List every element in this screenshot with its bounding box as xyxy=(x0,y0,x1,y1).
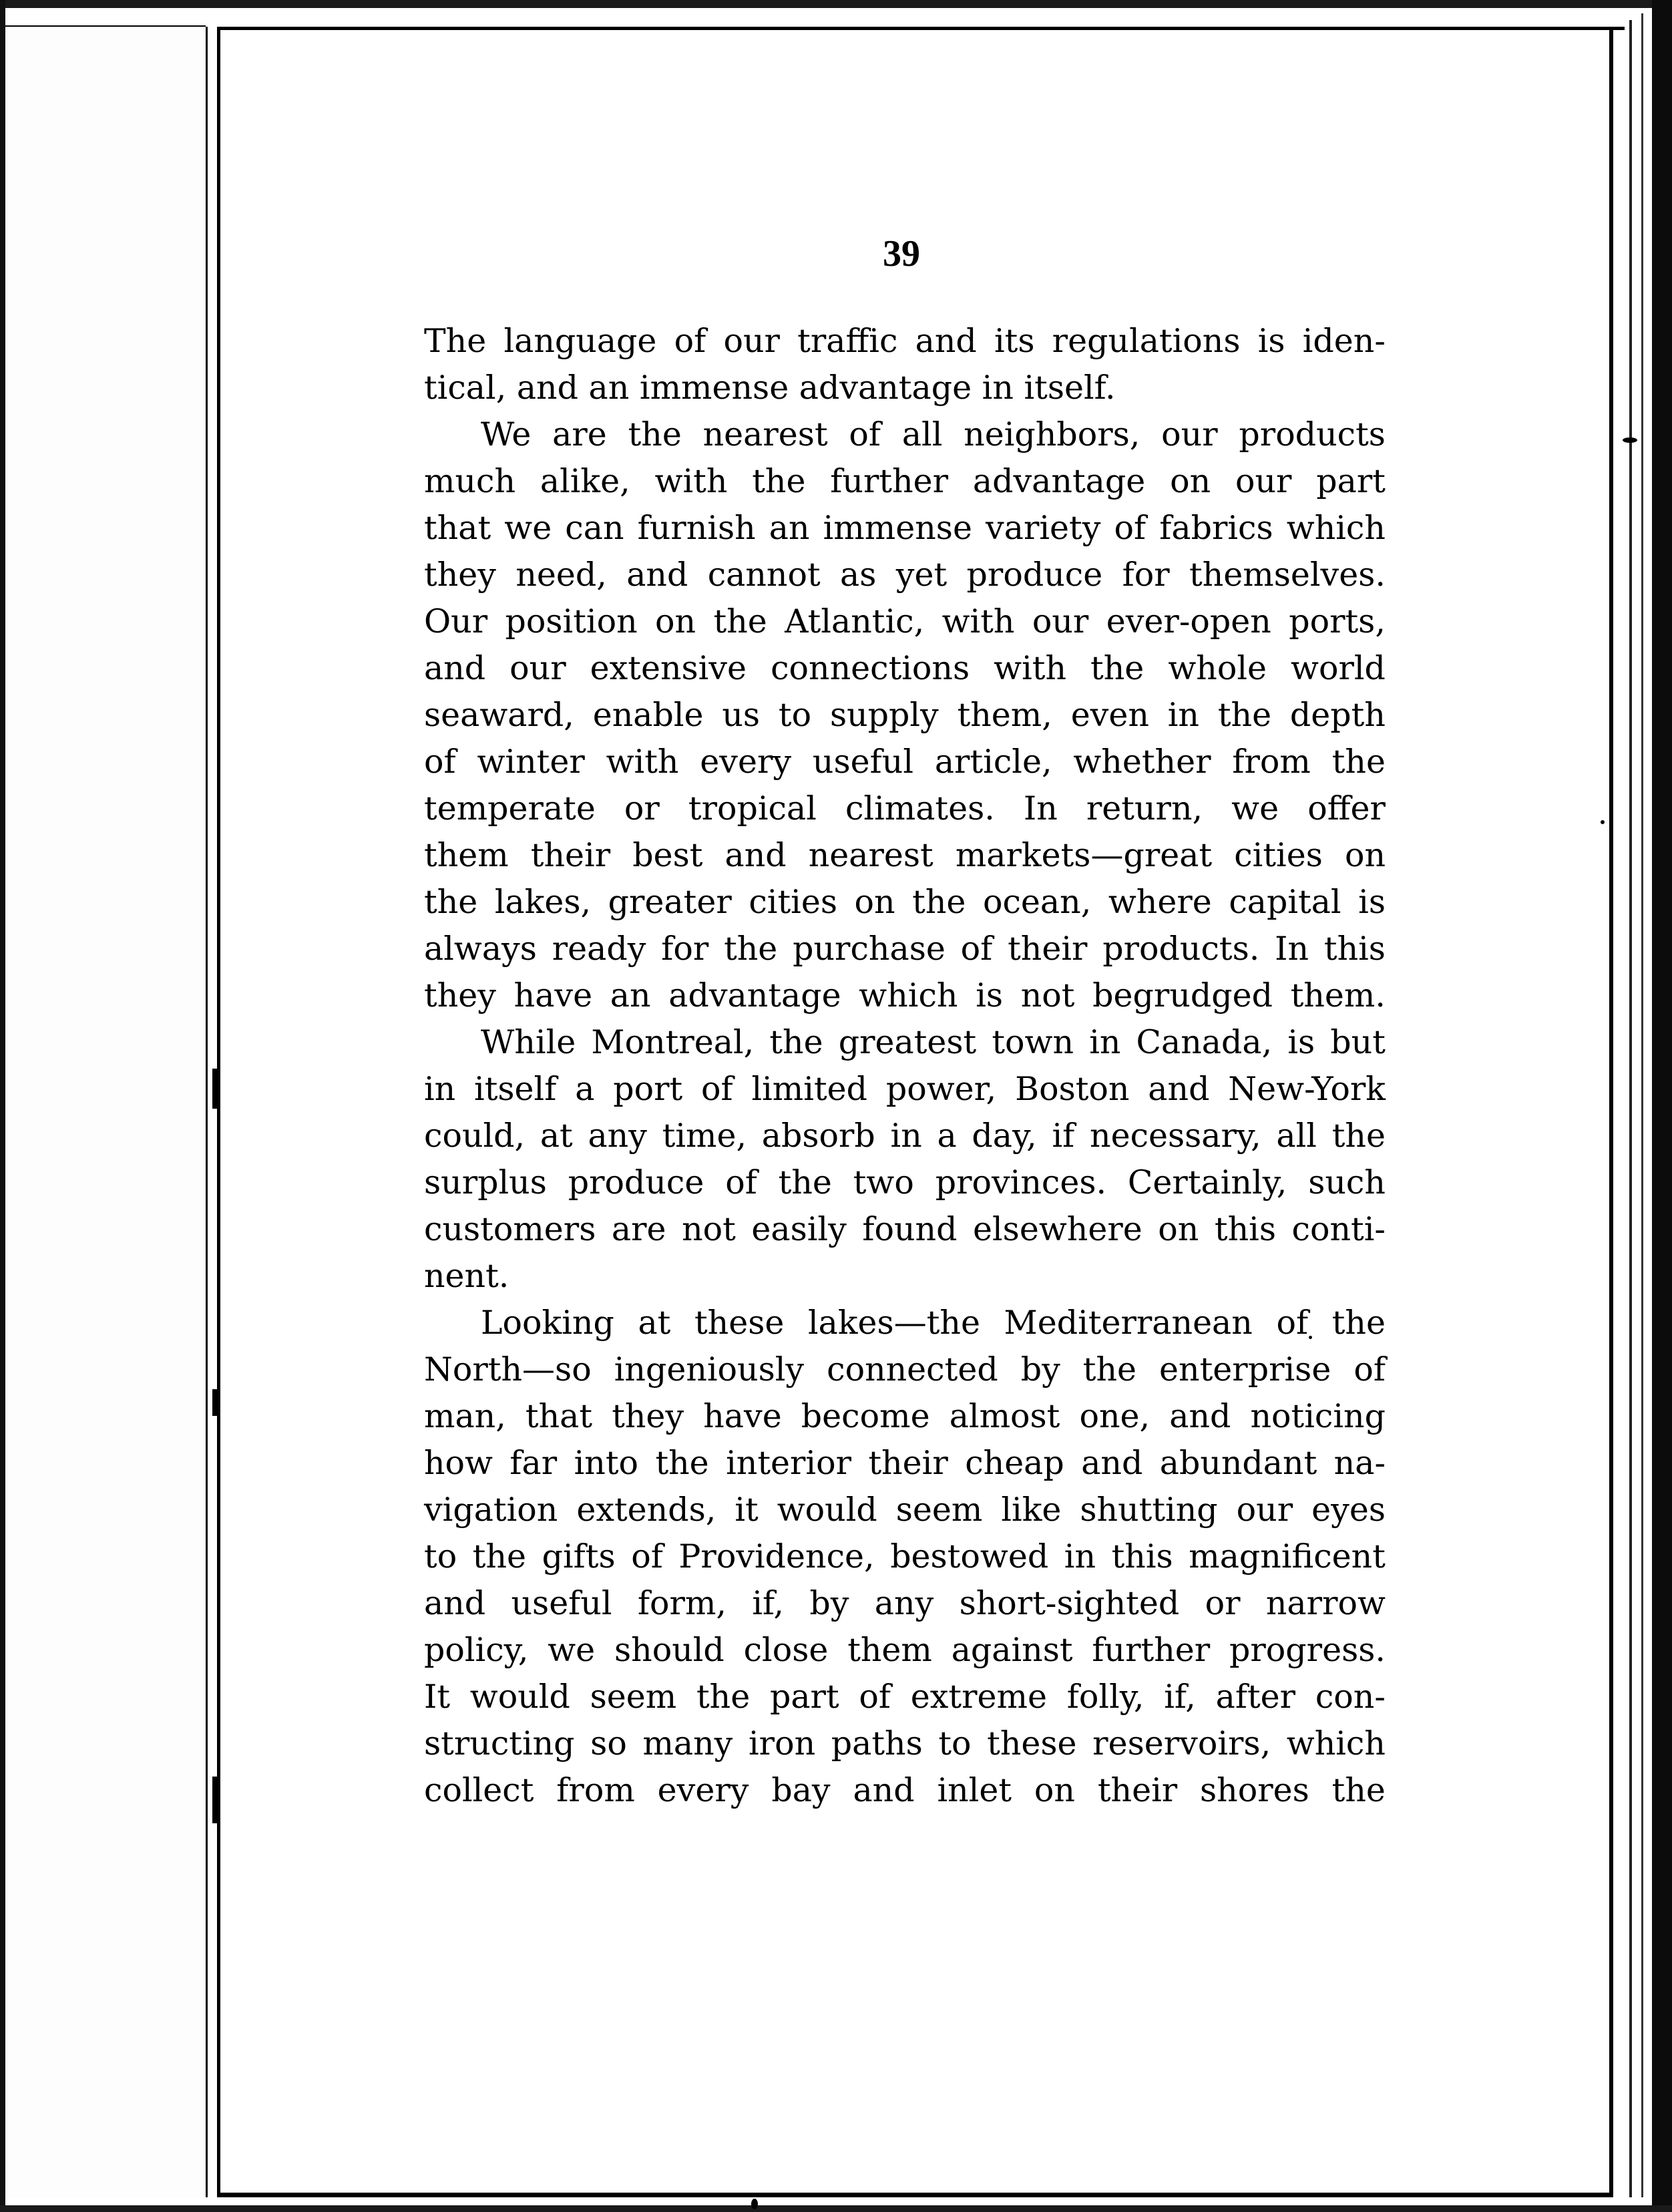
scanner-top-edge xyxy=(0,0,1672,8)
text-line: It would seem the part of extreme folly, if, after con- xyxy=(424,1678,1386,1716)
text-line: tical, and an immense advantage in itself. xyxy=(424,369,1116,407)
text-line: they have an advantage which is not begrudged them. xyxy=(424,976,1386,1015)
previous-page-sliver xyxy=(5,27,208,2197)
text-line: how far into the interior their cheap and abundant na- xyxy=(424,1444,1386,1482)
text-line: North—so ingeniously connected by the enterprise of xyxy=(424,1350,1386,1389)
text-line: they need, and cannot as yet produce for themselves. xyxy=(424,556,1386,594)
text-line: temperate or tropical climates. In return, we offer xyxy=(424,789,1386,827)
text-line: of winter with every useful article, whether from the xyxy=(424,743,1386,781)
text-line: to the gifts of Providence, bestowed in this magnificent xyxy=(424,1537,1386,1576)
text-line: We are the nearest of all neighbors, our products xyxy=(481,415,1386,453)
page-bottom-edge xyxy=(217,2193,1613,2197)
text-line: and useful form, if, by any short-sighted or narrow xyxy=(424,1584,1386,1622)
text-line: in itself a port of limited power, Boston and New-York xyxy=(424,1070,1386,1108)
text-line: surplus produce of the two provinces. Certainly, such xyxy=(424,1163,1386,1202)
scanner-left-edge xyxy=(0,0,5,2212)
scanner-bottom-edge xyxy=(0,2205,1672,2212)
text-line: always ready for the purchase of their products. In this xyxy=(424,930,1386,968)
text-line: Our position on the Atlantic, with our ever-open ports, xyxy=(424,602,1386,640)
text-line: policy, we should close them against further progress. xyxy=(424,1631,1386,1669)
text-line: vigation extends, it would seem like shutting our eyes xyxy=(424,1491,1386,1529)
page-stack-edge xyxy=(1629,20,1632,2197)
text-line: that we can furnish an immense variety of fabrics which xyxy=(424,509,1386,547)
text-line: Looking at these lakes—the Mediterranean of the xyxy=(481,1304,1386,1342)
text-line: structing so many iron paths to these reservoirs, which xyxy=(424,1724,1386,1763)
text-line: seaward, enable us to supply them, even in the depth xyxy=(424,696,1386,734)
text-line: collect from every bay and inlet on their shores the xyxy=(424,1771,1386,1809)
page-right-edge xyxy=(1609,27,1613,2197)
scanner-right-edge xyxy=(1652,0,1672,2212)
text-line: them their best and nearest markets—great cities on xyxy=(424,836,1386,874)
text-line: man, that they have become almost one, and noticing xyxy=(424,1397,1386,1435)
text-line: While Montreal, the greatest town in Canada, is but xyxy=(481,1023,1386,1061)
text-line: the lakes, greater cities on the ocean, where capital is xyxy=(424,883,1386,921)
scan-speck xyxy=(751,2199,758,2209)
text-line: The language of our traffic and its regulations is iden- xyxy=(424,322,1386,360)
text-line: nent. xyxy=(424,1257,509,1295)
page-stack-edge xyxy=(1641,13,1643,2197)
text-line: customers are not easily found elsewhere on this conti- xyxy=(424,1210,1386,1248)
text-line: much alike, with the further advantage on our part xyxy=(424,462,1386,500)
scan-speck xyxy=(1623,437,1637,443)
scan-speck xyxy=(1601,820,1605,824)
text-line: and our extensive connections with the whole world xyxy=(424,649,1386,687)
body-text xyxy=(424,318,1386,1814)
text-line: could, at any time, absorb in a day, if necessary, all the xyxy=(424,1117,1386,1155)
page-number: 39 xyxy=(883,233,920,274)
